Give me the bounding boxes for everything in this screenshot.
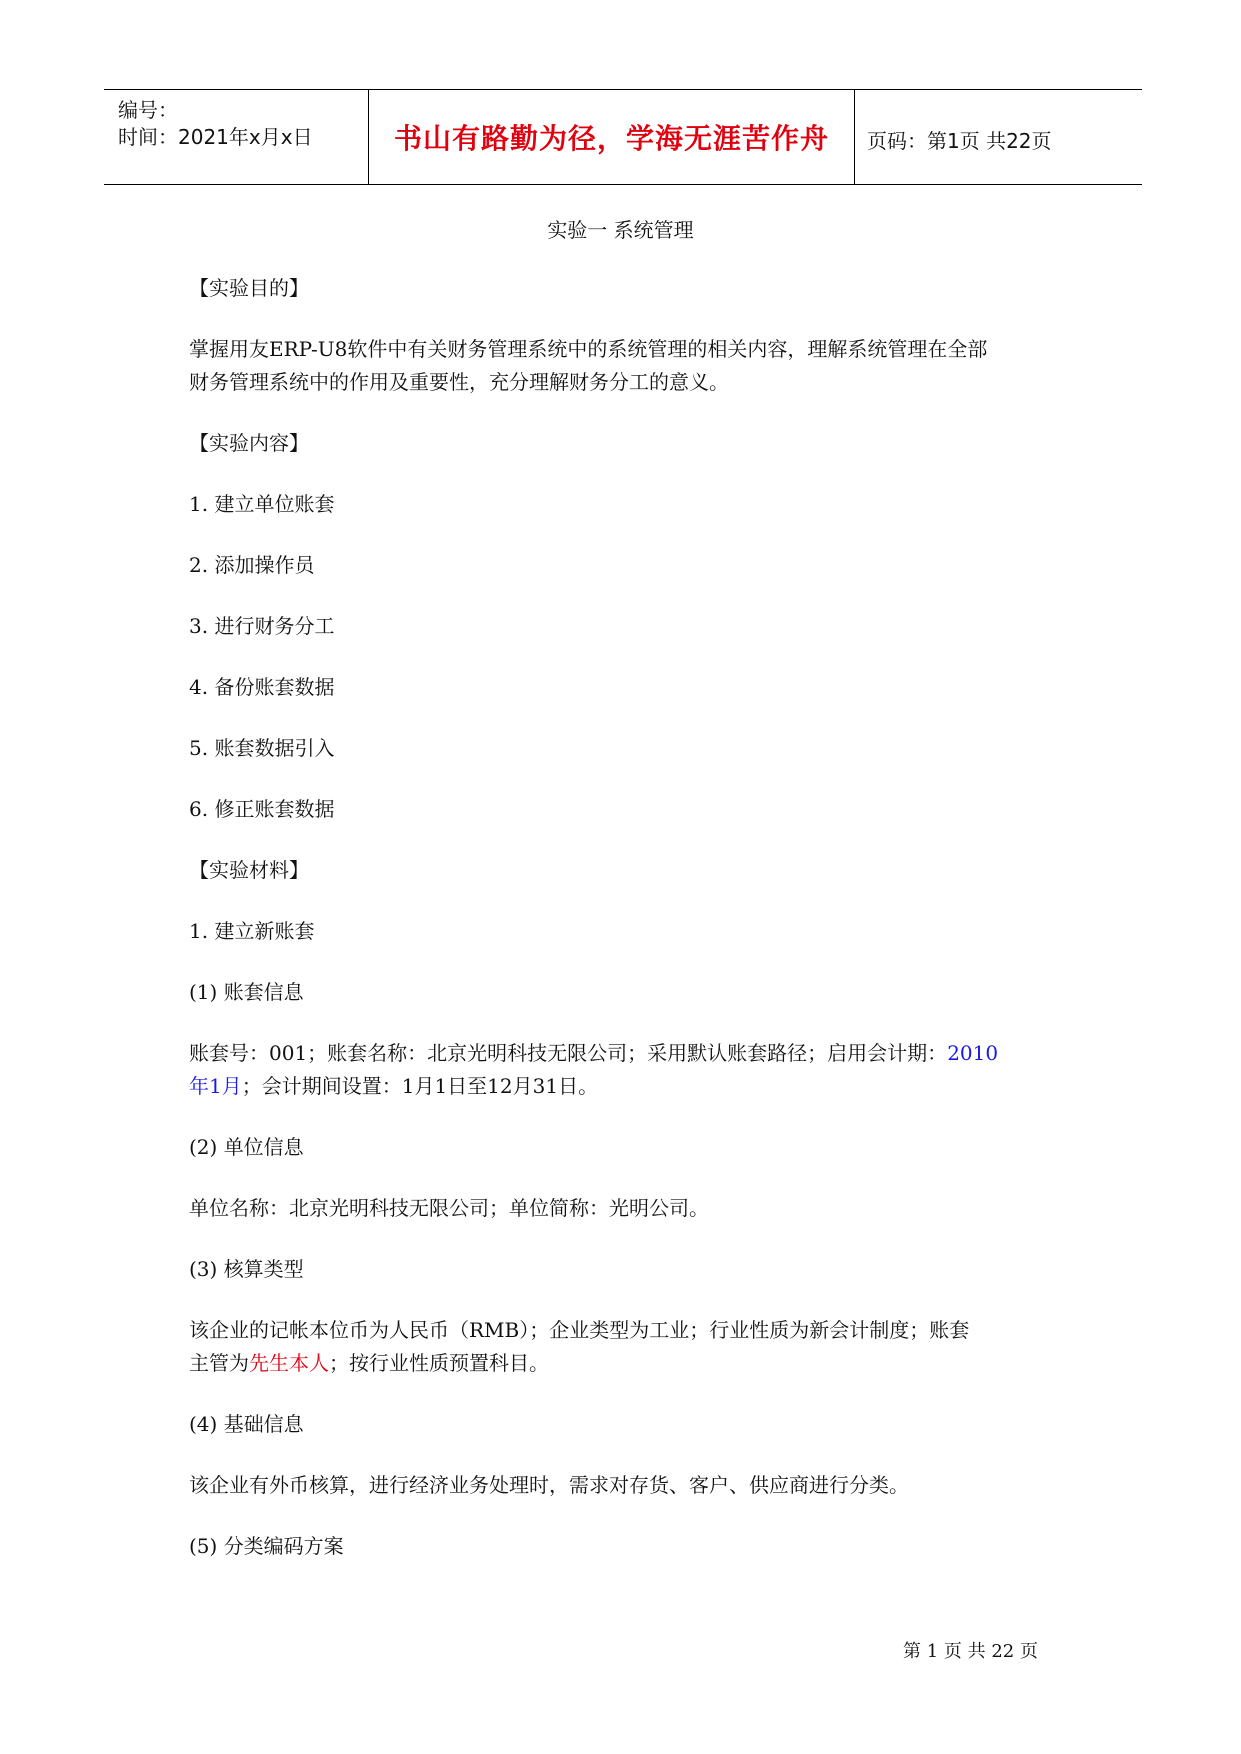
number-label: 编号： [118, 98, 178, 122]
item1-text-line2 [189, 1070, 1061, 1103]
item1-text-a: 账套号：001；账套名称：北京光明科技无限公司；采用默认账套路径；启用会计期： [189, 1041, 948, 1065]
item3-text-b: 主管为 [189, 1351, 249, 1375]
item3-text-red: 先生本人 [249, 1351, 329, 1375]
list-item: 5. 账套数据引入 [189, 736, 335, 760]
item3-text-line2 [189, 1347, 1061, 1380]
item3-heading: (3) 核算类型 [189, 1257, 304, 1281]
material-sub-1: 1. 建立新账套 [189, 919, 315, 943]
material-heading: 【实验材料】 [189, 858, 309, 882]
item3-text-a: 该企业的记帐本位币为人民币（RMB）；企业类型为工业；行业性质为新会计制度；账套 [189, 1318, 970, 1342]
page-info: 页码：第1页 共22页 [867, 129, 1052, 153]
list-item: 1. 建立单位账套 [189, 492, 335, 516]
header-center-cell [368, 90, 855, 184]
header-table [104, 89, 1142, 185]
purpose-text-1: 掌握用友ERP-U8软件中有关财务管理系统中的系统管理的相关内容，理解系统管理在全部 [189, 337, 988, 361]
item5-heading: (5) 分类编码方案 [189, 1534, 344, 1558]
purpose-heading: 【实验目的】 [189, 276, 309, 300]
item1-text-line1 [189, 1037, 1061, 1070]
item1-text-b: ；会计期间设置：1月1日至12月31日。 [241, 1074, 599, 1098]
purpose-text-2: 财务管理系统中的作用及重要性，充分理解财务分工的意义。 [189, 370, 729, 394]
item2-text: 单位名称：北京光明科技无限公司；单位简称：光明公司。 [189, 1196, 709, 1220]
list-item: 2. 添加操作员 [189, 553, 315, 577]
header-right-cell [855, 90, 1142, 184]
item1-heading: (1) 账套信息 [189, 980, 304, 1004]
motto: 书山有路勤为径，学海无涯苦作舟 [393, 122, 829, 155]
list-item: 3. 进行财务分工 [189, 614, 335, 638]
list-item: 4. 备份账套数据 [189, 675, 335, 699]
content-heading: 【实验内容】 [189, 431, 309, 455]
time-label: 时间：2021年x月x日 [118, 125, 313, 149]
footer-page-number: 第 1 页 共 22 页 [903, 1641, 1038, 1662]
item1-blue-a: 2010 [947, 1041, 999, 1065]
doc-title: 实验一 系统管理 [547, 218, 694, 242]
header-left-cell [104, 90, 368, 184]
list-item: 6. 修正账套数据 [189, 797, 335, 821]
item2-heading: (2) 单位信息 [189, 1135, 304, 1159]
item4-heading: (4) 基础信息 [189, 1412, 304, 1436]
item3-text-c: ；按行业性质预置科目。 [329, 1351, 549, 1375]
item4-text: 该企业有外币核算，进行经济业务处理时，需求对存货、客户、供应商进行分类。 [189, 1473, 909, 1497]
item1-blue-b: 年1月 [189, 1074, 242, 1098]
